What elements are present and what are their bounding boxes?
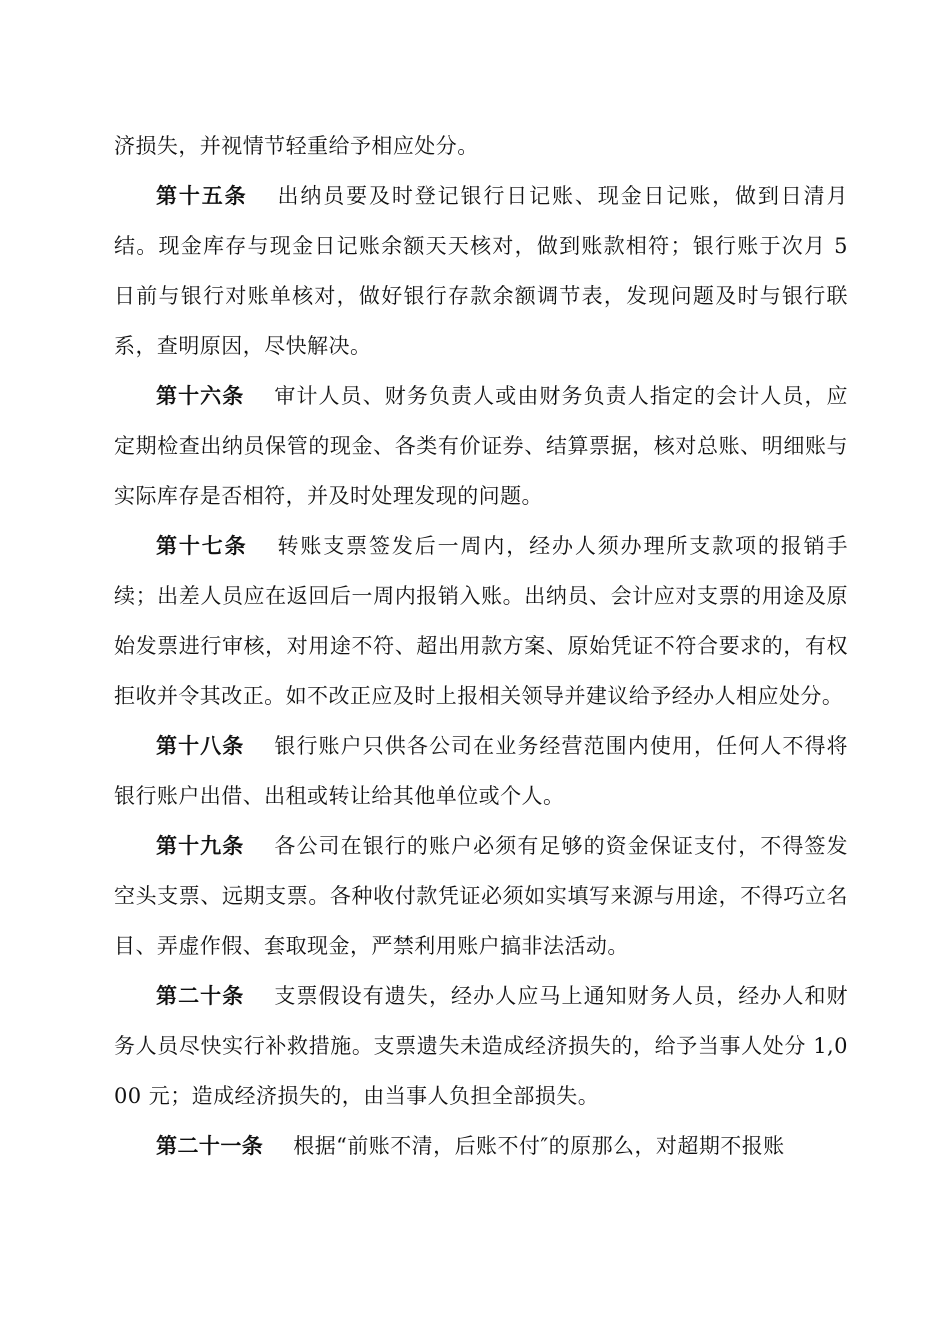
article-17 <box>114 521 848 721</box>
article-19 <box>114 821 848 971</box>
article-21 <box>114 1121 848 1171</box>
article-text: 审计人员、财务负责人或由财务负责人指定的会计人员，应定期检查出纳员保管的现金、各类有价证券、结算票据，核对总账、明细账与实际库存是否相符，并及时处理发现的问题。 <box>114 384 848 508</box>
article-number: 第十七条 <box>156 534 248 558</box>
article-text: 支票假设有遗失，经办人应马上通知财务人员，经办人和财务人员尽快实行补救措施。支票遗失未造成经济损失的，给予当事人处分 1,000 元；造成经济损失的，由当事人负担全部损失。 <box>114 984 848 1108</box>
article-20 <box>114 971 848 1121</box>
article-number: 第十八条 <box>156 734 245 758</box>
article-18 <box>114 721 848 821</box>
article-text: 根据“前账不清，后账不付″的原那么，对超期不报账 <box>293 1134 785 1158</box>
article-16 <box>114 371 848 521</box>
intro-tail-paragraph: 济损失，并视情节轻重给予相应处分。 <box>114 134 479 158</box>
article-text: 银行账户只供各公司在业务经营范围内使用，任何人不得将银行账户出借、出租或转让给其他单位或个人。 <box>114 734 848 808</box>
article-15 <box>114 171 848 371</box>
article-text: 各公司在银行的账户必须有足够的资金保证支付，不得签发空头支票、远期支票。各种收付款凭证必须如实填写来源与用途，不得巧立名目、弄虚作假、套取现金，严禁利用账户搞非法活动。 <box>114 834 848 958</box>
article-number: 第十九条 <box>156 834 245 858</box>
article-number: 第二十条 <box>156 984 245 1008</box>
article-number: 第十五条 <box>156 184 248 208</box>
article-number: 第十六条 <box>156 384 245 408</box>
article-text: 出纳员要及时登记银行日记账、现金日记账，做到日清月结。现金库存与现金日记账余额天天核对，做到账款相符；银行账于次月 5 日前与银行对账单核对，做好银行存款余额调节表，发现问题及时与银行联系，查明原因，尽快解决。 <box>114 184 848 358</box>
document-page <box>114 121 848 1171</box>
article-number: 第二十一条 <box>156 1134 264 1158</box>
article-text: 转账支票签发后一周内，经办人须办理所支款项的报销手续；出差人员应在返回后一周内报销入账。出纳员、会计应对支票的用途及原始发票进行审核，对用途不符、超出用款方案、原始凭证不符合要求的，有权拒收并令其改正。如不改正应及时上报相关领导并建议给予经办人相应处分。 <box>114 534 848 708</box>
